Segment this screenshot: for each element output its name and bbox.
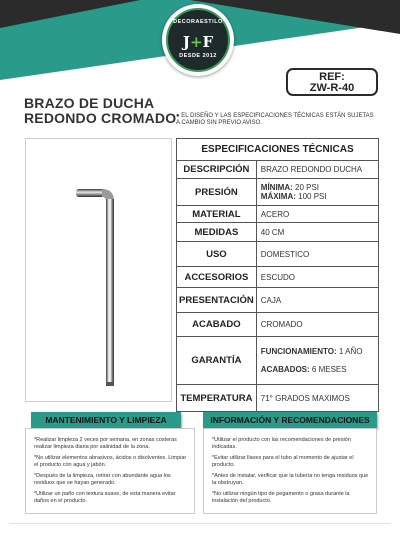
spec-value-warranty xyxy=(256,337,378,385)
logo-bottom-text: DESDE 2012 xyxy=(179,53,217,59)
spec-label: ACABADO xyxy=(177,313,257,337)
reference-label: REF: xyxy=(319,71,345,83)
spec-label: TEMPERATURA xyxy=(177,385,257,412)
pressure-max-value: 100 PSI xyxy=(298,192,327,201)
maintenance-item: *No utilizar elementos abrasivos, ácidos o disolventes. Limpiar el producto con agua y jabón. xyxy=(34,455,187,468)
logo-mark-left: J xyxy=(182,33,190,51)
recommendation-item: *Evitar utilizar llaves para el tubo al momento de ajustar el producto. xyxy=(212,455,354,468)
product-photo xyxy=(25,138,172,402)
specs-header: ESPECIFICACIONES TÉCNICAS xyxy=(177,139,379,161)
bullet-icon: ● xyxy=(176,113,180,119)
brand-logo xyxy=(162,4,234,76)
specs-table xyxy=(176,138,379,412)
spec-label: USO xyxy=(177,242,257,267)
maintenance-title: MANTENIMIENTO Y LIMPIEZA xyxy=(31,412,181,428)
spec-label: GARANTÍA xyxy=(177,337,257,385)
recommendations-box xyxy=(203,428,377,514)
spec-value: DOMESTICO xyxy=(256,242,378,267)
spec-value: CROMADO xyxy=(256,313,378,337)
logo-top-text: DECORAESTILO xyxy=(173,19,223,25)
spec-value: ACERO xyxy=(256,206,378,223)
warranty-acab-value: 6 MESES xyxy=(311,365,347,374)
spec-value: BRAZO REDONDO DUCHA xyxy=(256,161,378,179)
spec-label: PRESENTACIÓN xyxy=(177,288,257,313)
warranty-acab-label: ACABADOS: xyxy=(260,365,310,374)
spec-label: MATERIAL xyxy=(177,206,257,223)
spec-label: MEDIDAS xyxy=(177,223,257,242)
logo-mark xyxy=(168,33,228,51)
pressure-min-value: 20 PSI xyxy=(295,183,320,192)
pressure-max-label: MÁXIMA: xyxy=(260,192,296,201)
recommendation-item: *Utilizar el producto con las recomendaciones de presión indicadas. xyxy=(212,437,351,450)
reference-code: ZW-R-40 xyxy=(309,82,355,94)
maintenance-item: *Después de la limpieza, retirar con abundante agua los residuos que se hayan generado. xyxy=(34,473,171,486)
spec-label: ACCESORIOS xyxy=(177,267,257,288)
shower-arm-image xyxy=(26,139,173,403)
product-title-line1: BRAZO DE DUCHA xyxy=(24,95,155,111)
spec-value: 71° GRADOS MAXIMOS xyxy=(256,385,378,412)
logo-mark-plus: + xyxy=(189,33,203,51)
spec-value: ESCUDO xyxy=(256,267,378,288)
maintenance-item: *Realizar limpieza 2 veces por semana, en zonas costeras realizar limpieza diaria por salinidad de la zona. xyxy=(34,437,177,450)
recommendations-title: INFORMACIÓN Y RECOMENDACIONES xyxy=(203,412,377,428)
spec-value: 40 CM xyxy=(256,223,378,242)
footer-divider xyxy=(10,523,390,524)
product-title xyxy=(24,96,176,126)
spec-value-pressure xyxy=(256,179,378,206)
logo-mark-right: F xyxy=(202,33,214,51)
maintenance-item: *Utilizar un paño con textura suave, de esta manera evitar daños en el producto. xyxy=(34,491,176,504)
spec-value: CAJA xyxy=(256,288,378,313)
warranty-func-value: 1 AÑO xyxy=(338,347,363,356)
recommendation-item: *Antes de instalar, verificar que la tubería no tenga residuos que la obstruyan. xyxy=(212,473,369,486)
spec-label: DESCRIPCIÓN xyxy=(177,161,257,179)
maintenance-box xyxy=(25,428,195,514)
product-title-line2: REDONDO CROMADO xyxy=(24,110,177,126)
disclaimer-text: EL DISEÑO Y LAS ESPECIFICACIONES TÉCNICAS ESTÁN SUJETAS A CAMBIO SIN PREVIO AVISO. xyxy=(176,113,374,126)
spec-label: PRESIÓN xyxy=(177,179,257,206)
reference-box xyxy=(286,68,378,96)
recommendation-item: *No utilizar ningún tipo de pegamento o grasa durante la instalación del producto. xyxy=(212,491,350,504)
warranty-func-label: FUNCIONAMIENTO: xyxy=(260,347,337,356)
pressure-min-label: MÍNIMA: xyxy=(260,183,293,192)
disclaimer-note xyxy=(176,113,376,127)
